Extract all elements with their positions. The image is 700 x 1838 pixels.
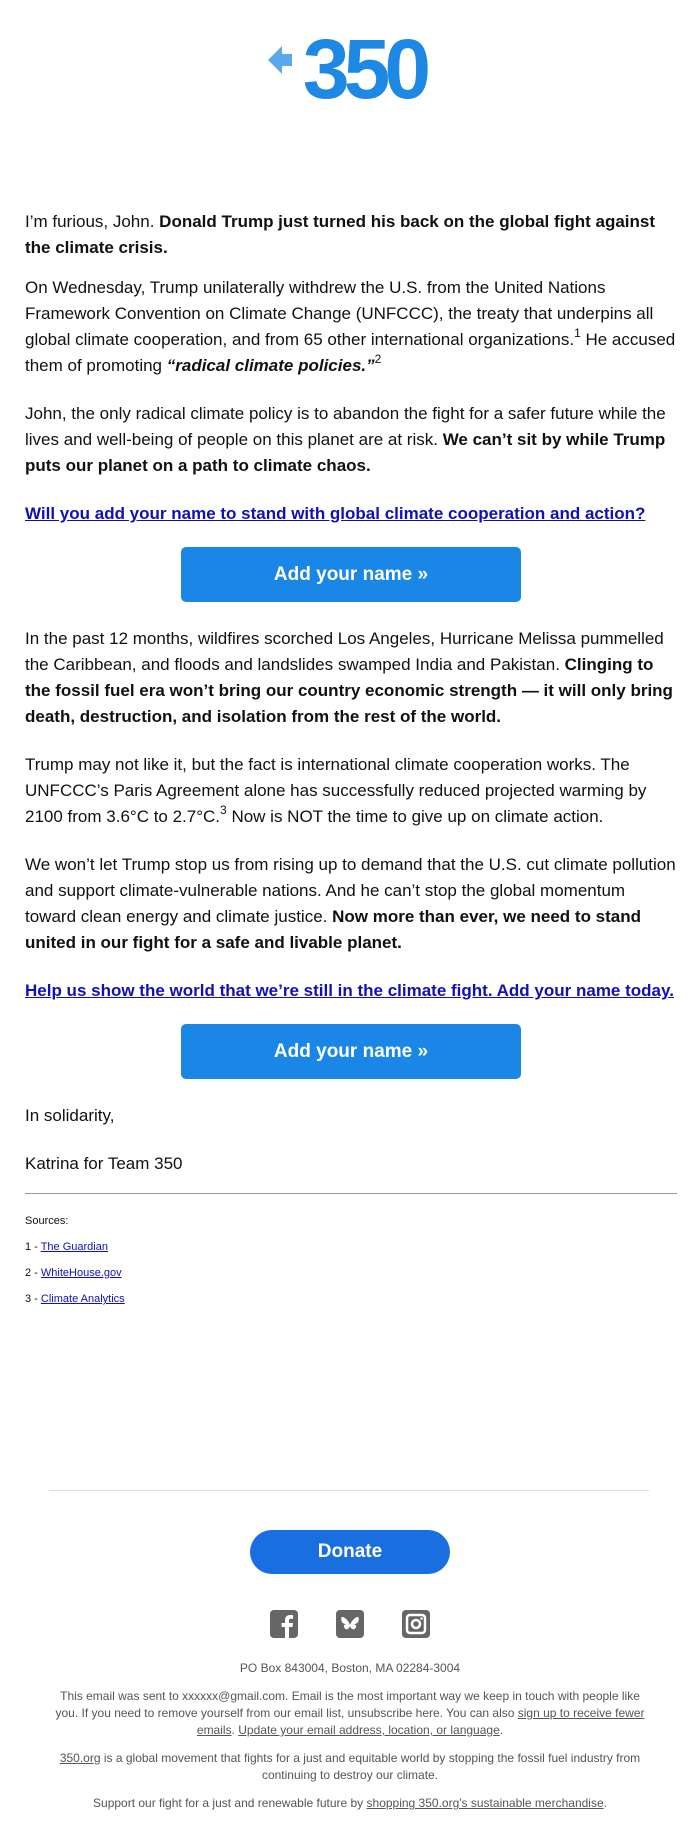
merch-notice: Support our fight for a just and renewable future by shopping 350.org's sustainable merchandise. [93,1796,607,1810]
intro-paragraph [25,209,677,261]
add-name-link-1[interactable]: Will you add your name to stand with global climate cooperation and action? [25,504,646,523]
text: I’m furious, John. [25,212,160,231]
add-name-link-2[interactable]: Help us show the world that we’re still in the climate fight. Add your name today. [25,981,674,1000]
momentum-paragraph [25,852,677,956]
source-number: 2 - [25,1267,41,1279]
text: Support our fight for a just and renewable future by [93,1796,367,1810]
social-links [0,1610,700,1638]
source-number: 1 - [25,1241,41,1253]
source-number: 3 - [25,1293,41,1305]
donate-button[interactable]: Donate [250,1530,450,1574]
cta-paragraph-1 [25,501,677,527]
fewer-emails-link[interactable]: sign up to receive fewer emails [196,1706,645,1737]
bluesky-icon[interactable] [336,1610,364,1638]
text: On Wednesday, Trump unilaterally withdrew the U.S. from the United Nations Framework Convention on Climate Change (UNFCCC), the treaty that underpins all global climate cooperation, and from 65 other international organizations. [25,278,654,349]
text: In the past 12 months, wildfires scorched Los Angeles, Hurricane Melissa pummelled the Caribbean, and floods and landslides swamped India and Pakistan. [25,629,664,674]
text: John, the only radical climate policy is to abandon the fight for a safer future while the lives and well-being of people on this planet are at risk. [25,404,666,449]
bold-text: Now more than ever, we need to stand united in our fight for a safe and livable planet. [25,907,642,952]
shop-link[interactable]: shopping 350.org's sustainable merchandise [366,1796,604,1810]
subscription-notice: This email was sent to xxxxxx@gmail.com. Email is the most important way we keep in touch with people like you. If you need to remove yourself from our email list, unsubscribe here. You can also sign up to receive fewer emails. Update your email address, location, or language. [55,1689,645,1737]
footnote-3: 3 [220,803,227,817]
source-item [25,1266,677,1280]
footnote-1: 1 [574,326,581,340]
cta-paragraph-2 [25,978,677,1004]
source-item [25,1240,677,1254]
about-org [50,1750,650,1784]
org-link[interactable]: 350.org [59,1751,101,1765]
instagram-icon[interactable] [402,1610,430,1638]
radical-paragraph [25,401,677,479]
bold-text: Donald Trump just turned his back on the global fight against the climate crisis. [25,212,656,257]
footer [50,1660,650,1823]
divider [25,1193,677,1194]
sources-list [25,1214,677,1306]
bold-text: Clinging to the fossil fuel era won’t bring our country economic strength — it will only bring death, destruction, and isolation from the rest of the world. [25,655,673,726]
svg-text:350: 350 [302,30,426,104]
source-link-climate-analytics[interactable]: Climate Analytics [40,1293,125,1305]
address: PO Box 843004, Boston, MA 02284-3004 [239,1661,461,1675]
text: Trump may not like it, but the fact is international climate cooperation works. The UNFCCC’s Paris Agreement alone has successfully reduced projected warming by 2100 from 3.6°C to 2.7°C. [25,755,647,826]
closing: In solidarity, [25,1106,115,1125]
disasters-paragraph [25,626,677,730]
text: is a global movement that fights for a just and equitable world by stopping the fossil fuel industry from continuing to destroy our climate. [100,1751,641,1782]
text: Now is NOT the time to give up on climate action. [226,807,604,826]
update-preferences-link[interactable]: Update your email address, location, or language [238,1723,500,1737]
source-link-whitehouse[interactable]: WhiteHouse.gov [40,1267,122,1279]
footnote-2: 2 [374,352,382,366]
quote-text: “radical climate policies.” [166,356,375,375]
text: This email was sent to xxxxxx@gmail.com. Email is the most important way we keep in touch with people like you. If you need to remove yourself from our email list, unsubscribe here. You can also [55,1689,640,1720]
footer-divider [49,1490,649,1491]
signature: Katrina for Team 350 [25,1154,183,1173]
facebook-icon[interactable] [270,1610,298,1638]
email-body [25,209,677,1318]
350-logo [268,30,432,104]
paris-paragraph [25,752,677,830]
source-item [25,1292,677,1306]
bold-text: We can’t sit by while Trump puts our planet on a path to climate chaos. [25,430,666,475]
text: He accused them of promoting [25,330,676,375]
sources-title: Sources: [25,1215,69,1227]
source-link-guardian[interactable]: The Guardian [40,1241,108,1253]
withdrawal-paragraph [25,275,677,379]
text: We won’t let Trump stop us from rising up to demand that the U.S. cut climate pollution and support climate-vulnerable nations. And he can’t stop the global momentum toward clean energy and climate justice. [25,855,676,926]
add-name-button-1[interactable]: Add your name » [181,547,521,602]
add-name-button-2[interactable]: Add your name » [181,1024,521,1079]
